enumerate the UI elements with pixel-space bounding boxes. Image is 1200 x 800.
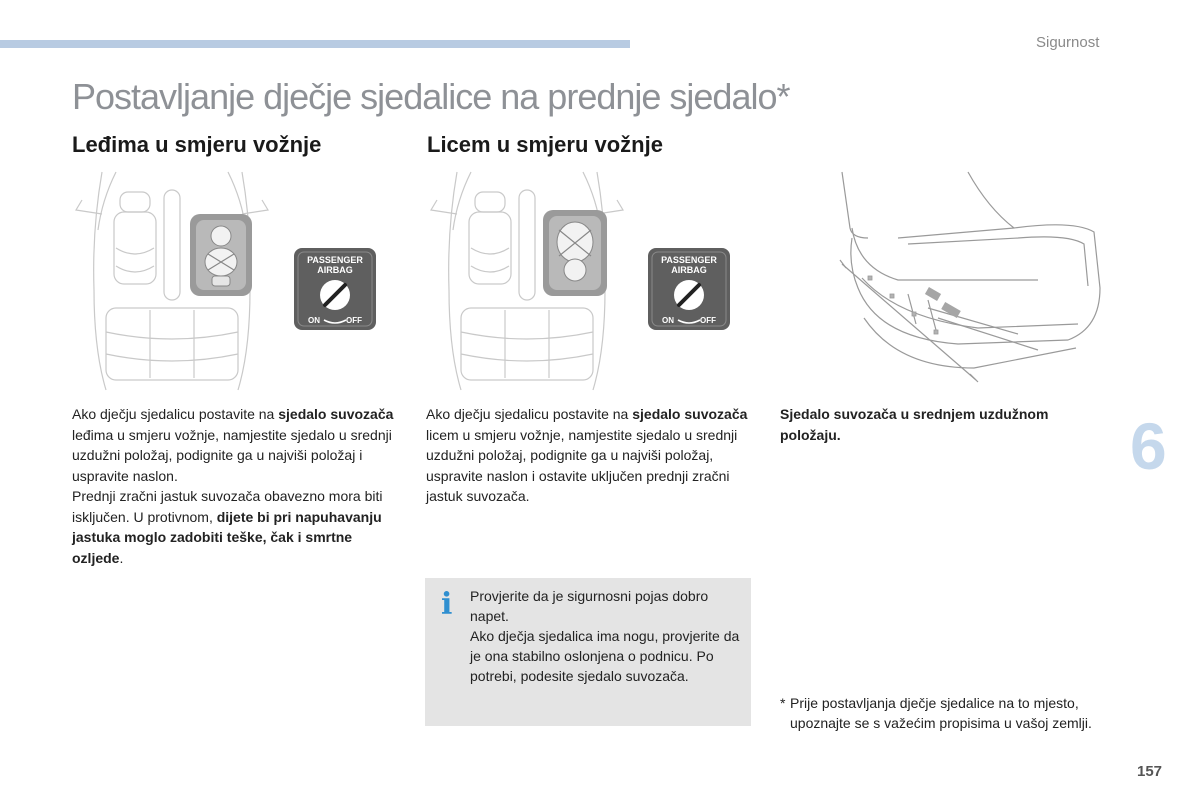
emphasis-text: sjedalo suvozača [278, 406, 394, 422]
airbag-label-on: ON [662, 316, 674, 325]
rear-facing-paragraph-2 [72, 486, 402, 568]
info-line-2: Ako dječja sjedalica ima nogu, provjerite da je ona stabilno oslonjena o podnicu. Po potrebi, podesite sjedalo suvozača. [470, 628, 740, 684]
info-icon: i [441, 587, 453, 622]
body-text-run: Ako dječju sjedalicu postavite na [426, 406, 633, 422]
emphasis-text: dijete bi pri napuhavanju jastuka moglo zadobiti teške, čak i smrtne ozljede [72, 508, 382, 566]
airbag-label-line1: PASSENGER [661, 255, 717, 265]
section-name: Sigurnost [1036, 34, 1100, 51]
body-text-run: leđima u smjeru vožnje, namjestite sjedalo u srednji uzdužni položaj, podignite ga u najviši položaj i uspravite naslon. [72, 426, 392, 484]
header-accent-bar [0, 40, 630, 48]
forward-facing-description [426, 404, 756, 507]
footnote [780, 693, 1110, 733]
info-text [470, 586, 740, 686]
airbag-label-line2: AIRBAG [671, 265, 707, 275]
emphasis-text: sjedalo suvozača [632, 406, 748, 422]
body-text-run: . [119, 549, 124, 566]
info-line-1: Provjerite da je sigurnosni pojas dobro napet. [470, 588, 709, 624]
page-number: 157 [1137, 763, 1163, 780]
airbag-label-on: ON [308, 316, 320, 325]
airbag-label-off: OFF [700, 316, 716, 325]
passenger-airbag-on-label [647, 247, 731, 331]
chapter-number-tab: 6 [1130, 409, 1167, 483]
airbag-label-off: OFF [346, 316, 362, 325]
rear-facing-paragraph-1 [72, 404, 402, 486]
heading-forward-facing: Licem u smjeru vožnje [427, 132, 663, 157]
body-text-run: licem u smjeru vožnje, namjestite sjedalo u srednji uzdužni položaj, podignite ga u najviši položaj, uspravite naslon i ostavite uključen prednji zračni jastuk suvozača. [426, 426, 738, 504]
page-title: Postavljanje dječje sjedalice na prednje sjedalo* [72, 76, 790, 117]
body-text-run: Ako dječju sjedalicu postavite na [72, 406, 279, 422]
passenger-airbag-off-label [293, 247, 377, 331]
forward-facing-paragraph-1 [426, 404, 756, 507]
airbag-label-line2: AIRBAG [317, 265, 353, 275]
body-text-run: Prednji zračni jastuk suvozača obavezno mora biti isključen. U protivnom, [72, 488, 383, 525]
heading-rear-facing: Leđima u smjeru vožnje [72, 132, 322, 157]
info-box [425, 578, 751, 726]
rear-facing-description [72, 404, 402, 568]
rear-facing-car-illustration [72, 170, 272, 392]
forward-facing-car-illustration [427, 170, 627, 392]
passenger-seat-illustration [838, 168, 1104, 383]
footnote-text: Prije postavljanja dječje sjedalice na to mjesto, upoznajte se s važećim propisima u vašoj zemlji. [790, 695, 1092, 731]
seat-position-caption: Sjedalo suvozača u srednjem uzdužnom položaju. [780, 406, 1049, 443]
airbag-label-line1: PASSENGER [307, 255, 363, 265]
footnote-marker: * [780, 695, 786, 711]
